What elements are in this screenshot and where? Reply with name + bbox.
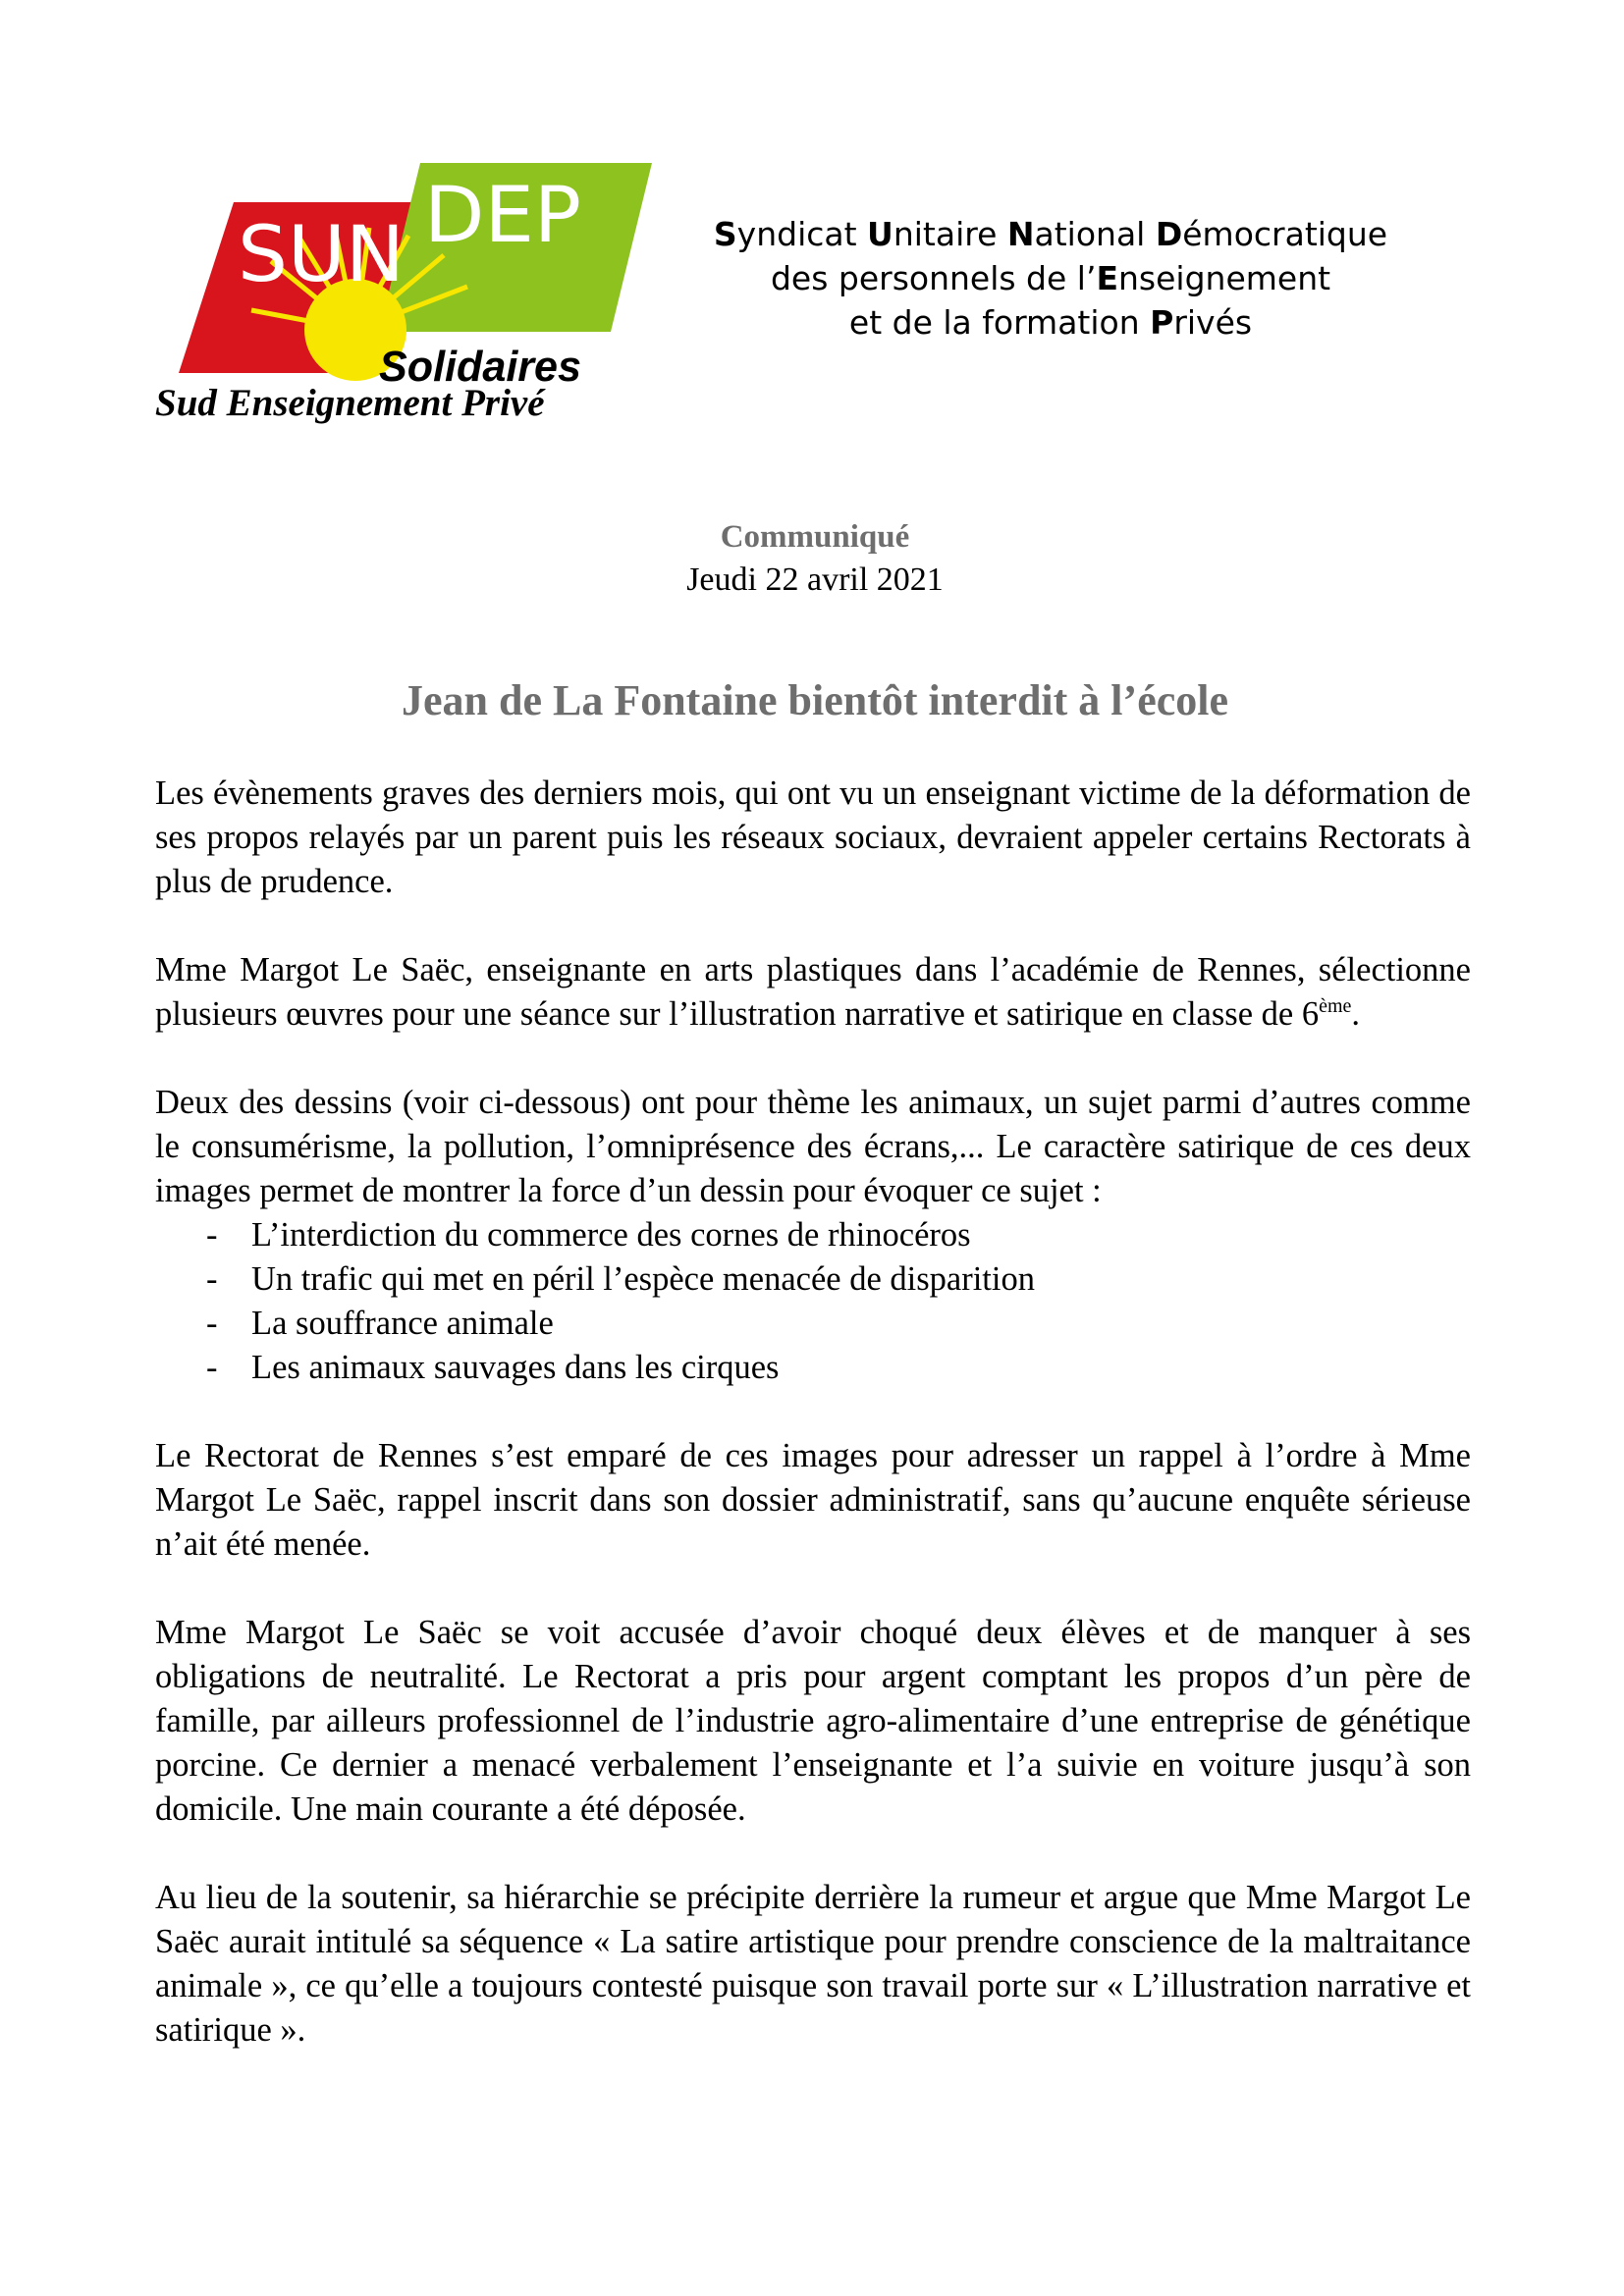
word-syndicat: yndicat <box>736 215 868 253</box>
list-item <box>155 1257 1471 1302</box>
union-line-2-prefix: des personnels de l’ <box>770 259 1097 297</box>
paragraph-6: Au lieu de la soutenir, sa hiérarchie se précipite derrière la rumeur et argue que Mme Margot Le Saëc aurait intitulé sa séquence « La satire artistique pour prendre conscience de la maltraitance animale », ce qu’elle a toujours contesté puisque son travail porte sur « L’illustration narrative et satirique ». <box>155 1879 1471 2049</box>
word-national: ational <box>1034 215 1156 253</box>
initial-s: S <box>713 215 737 253</box>
paragraph-2 <box>155 948 1471 1037</box>
word-enseignement: nseignement <box>1118 259 1331 297</box>
paragraph-4: Le Rectorat de Rennes s’est emparé de ces images pour adresser un rappel à l’ordre à Mme Margot Le Saëc, rappel inscrit dans son dossier administratif, sans qu’aucune enquête sérieuse n’ait été menée. <box>155 1437 1471 1563</box>
communique-date: Jeudi 22 avril 2021 <box>686 561 944 598</box>
initial-n: N <box>1006 215 1035 253</box>
superscript-eme: ème <box>1319 995 1352 1017</box>
bullet-dash: - <box>206 1305 218 1342</box>
sundep-logo <box>173 163 654 385</box>
union-line-3 <box>668 300 1434 345</box>
paragraph-3: Deux des dessins (voir ci-dessous) ont pour thème les animaux, un sujet parmi d’autres comme le consumérisme, la pollution, l’omniprésence des écrans,... Le caractère satirique de ces deux images permet de montrer la force d’un dessin pour évoquer ce sujet : <box>155 1084 1471 1209</box>
list-item-text: La souffrance animale <box>251 1305 554 1342</box>
logo-dep-text: DEP <box>424 172 581 260</box>
initial-d: D <box>1155 215 1183 253</box>
communique-label: Communiqué <box>720 519 910 555</box>
list-item <box>155 1346 1471 1390</box>
union-line-2 <box>668 256 1434 300</box>
logo-caption: Sud Enseignement Privé <box>155 382 545 424</box>
headline: Jean de La Fontaine bientôt interdit à l’école <box>401 676 1228 724</box>
sundep-logo-graphic <box>173 163 654 385</box>
list-item-text: Les animaux sauvages dans les cirques <box>251 1349 780 1386</box>
union-line-3-prefix: et de la formation <box>848 303 1151 342</box>
paragraph-2-end: . <box>1351 995 1361 1033</box>
bullet-dash: - <box>206 1260 218 1298</box>
list-item <box>155 1213 1471 1257</box>
logo-solidaires-text: Solidaires <box>379 343 581 385</box>
communique-header <box>432 515 1198 602</box>
union-line-1 <box>668 212 1434 256</box>
list-item-text: L’interdiction du commerce des cornes de rhinocéros <box>251 1216 971 1254</box>
logo-sun-text: SUN <box>238 211 405 299</box>
bullet-dash: - <box>206 1349 218 1386</box>
list-item-text: Un trafic qui met en péril l’espèce menacée de disparition <box>251 1260 1035 1298</box>
word-unitaire: nitaire <box>893 215 1007 253</box>
bullet-list <box>155 1213 1471 1390</box>
paragraph-2-text: Mme Margot Le Saëc, enseignante en arts plastiques dans l’académie de Rennes, sélectionne plusieurs œuvres pour une séance sur l’illustration narrative et satirique en classe de 6 <box>155 951 1471 1033</box>
word-prives: rivés <box>1173 303 1253 342</box>
bullet-dash: - <box>206 1216 218 1254</box>
list-item <box>155 1302 1471 1346</box>
paragraph-1: Les évènements graves des derniers mois, qui ont vu un enseignant victime de la déformation de ses propos relayés par un parent puis les réseaux sociaux, devraient appeler certains Rectorats à plus de prudence. <box>155 774 1471 900</box>
word-democratique: émocratique <box>1182 215 1388 253</box>
article-body <box>155 772 1471 2053</box>
paragraph-5: Mme Margot Le Saëc se voit accusée d’avoir choqué deux élèves et de manquer à ses obligations de neutralité. Le Rectorat a pris pour argent comptant les propos d’un père de famille, par ailleurs professionnel de l’industrie agro-alimentaire d’une entreprise de génétique porcine. Ce dernier a menacé verbalement l’enseignante et l’a suivie en voiture jusqu’à son domicile. Une main courante a été déposée. <box>155 1614 1471 1828</box>
initial-e: E <box>1096 259 1118 297</box>
initial-p: P <box>1150 303 1174 342</box>
union-name <box>668 212 1434 345</box>
initial-u: U <box>867 215 893 253</box>
